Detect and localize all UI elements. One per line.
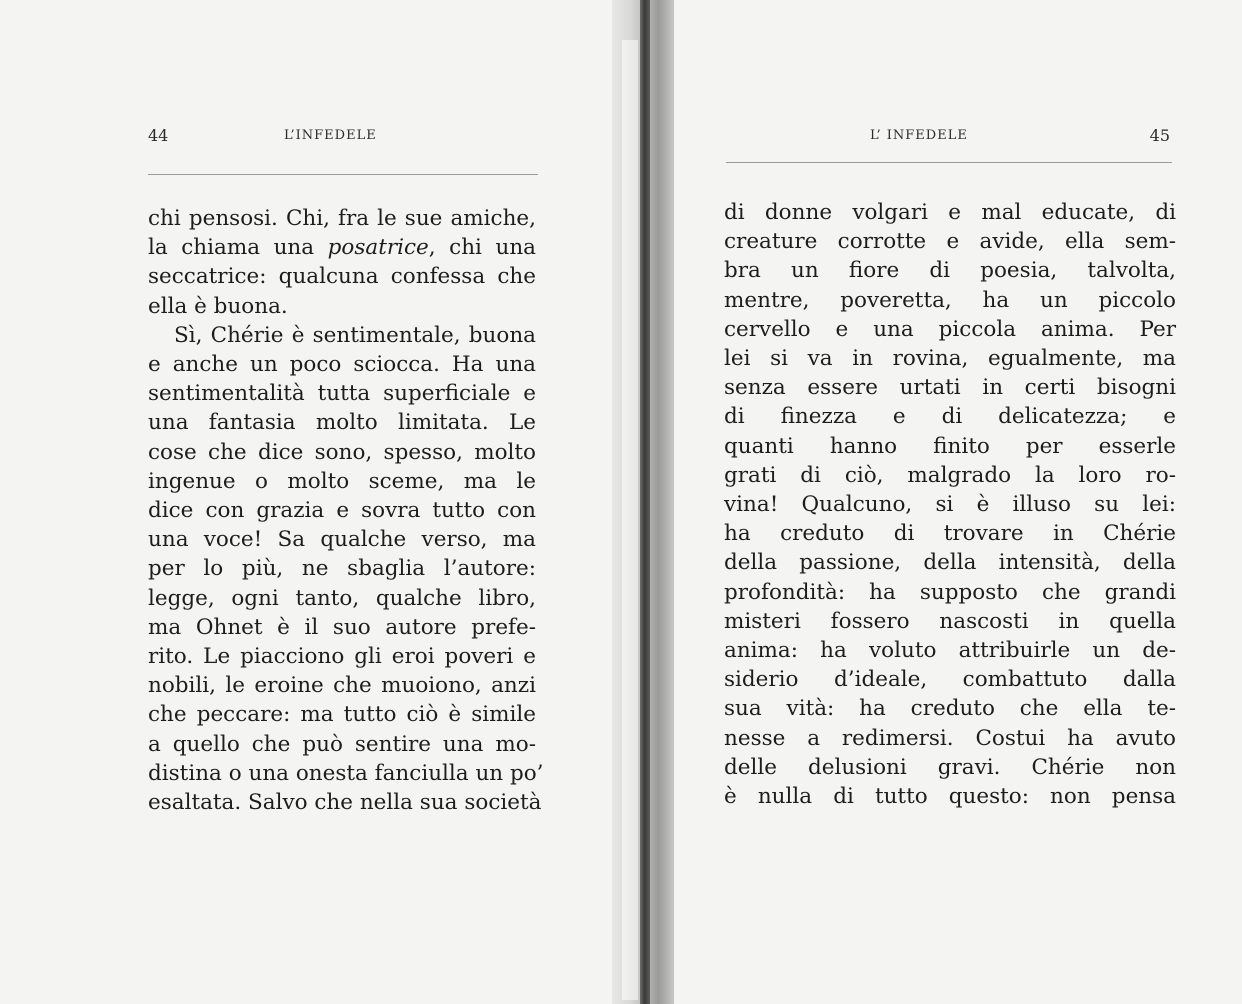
text-line: cervello e una piccola anima. Per [724,316,1176,342]
text-line: misteri fossero nascosti in quella [724,608,1176,634]
right-page-text [724,198,1176,811]
text-line: ha creduto di trovare in Chérie [724,521,1176,547]
spine-gutter [622,40,638,1000]
right-page [658,0,1242,1004]
italic-word: posatrice [327,235,429,261]
text-line: profondità: ha supposto che grandi [724,579,1176,605]
text-line: per lo più, ne sbaglia l’autore: [148,556,536,582]
text-line: una voce! Sa qualche verso, ma [148,527,536,553]
text-fragment: , chi una [428,235,536,261]
text-line: cose che dice sono, spesso, molto [148,439,536,465]
text-line: mentre, poveretta, ha un piccolo [724,287,1176,313]
page-number: 45 [1149,126,1170,145]
left-page-text [148,204,544,817]
text-line: della passione, della intensità, della [724,550,1176,576]
header-rule [726,162,1172,163]
page-number: 44 [148,126,169,145]
text-line: dice con grazia e sovra tutto con [148,498,536,524]
text-line: sua vità: ha creduto che ella te- [724,696,1176,722]
text-line: lei si va in rovina, egualmente, ma [724,346,1176,372]
text-line: e anche un poco sciocca. Ha una [148,352,536,378]
running-head: L’INFEDELE [284,128,377,143]
text-line: grati di ciò, malgrado la loro ro- [724,462,1176,488]
text-line: sentimentalità tutta superficiale e [148,381,536,407]
text-line: ella è buona. [148,293,288,319]
text-line [148,233,536,262]
header-rule [148,174,538,175]
text-line: anima: ha voluto attribuirle un de- [724,638,1176,664]
text-line: di finezza e di delicatezza; e [724,404,1176,430]
text-line: nesse a redimersi. Costui ha avuto [724,725,1176,751]
left-page-header [148,126,540,150]
text-line: nobili, le eroine che muoiono, anzi [148,673,536,699]
text-line: esaltata. Salvo che nella sua società [148,790,542,816]
text-line: chi pensosi. Chi, fra le sue amiche, [148,206,536,231]
text-line: Sì, Chérie è sentimentale, buona [174,322,536,348]
text-fragment: la chiama una [148,235,328,261]
running-head: L’ INFEDELE [870,128,968,143]
text-line: senza essere urtati in certi bisogni [724,375,1176,401]
text-line: delle delusioni gravi. Chérie non [724,754,1176,780]
text-line: di donne volgari e mal educate, di [724,200,1176,225]
text-line: a quello che può sentire una mo- [148,731,536,757]
text-line: seccatrice: qualcuna confessa che [148,264,536,290]
text-line: bra un fiore di poesia, talvolta, [724,258,1176,284]
text-line: che peccare: ma tutto ciò è simile [148,702,536,728]
text-line: rito. Le piacciono gli eroi poveri e [148,644,536,670]
text-line: vina! Qualcuno, si è illuso su lei: [724,492,1176,518]
text-line: quanti hanno finito per esserle [724,433,1176,459]
spine-binding [640,0,650,1004]
text-line: creature corrotte e avide, ella sem- [724,229,1176,255]
text-line: distina o una onesta fanciulla un po’ [148,760,544,786]
text-line: legge, ogni tanto, qualche libro, [148,585,536,611]
text-line: ingenue o molto sceme, ma le [148,468,536,494]
right-page-header [726,126,1170,150]
text-line: una fantasia molto limitata. Le [148,410,536,436]
text-line: ma Ohnet è il suo autore prefe- [148,614,536,640]
text-line: siderio d’ideale, combattuto dalla [724,667,1176,693]
text-line: è nulla di tutto questo: non pensa [724,784,1176,810]
